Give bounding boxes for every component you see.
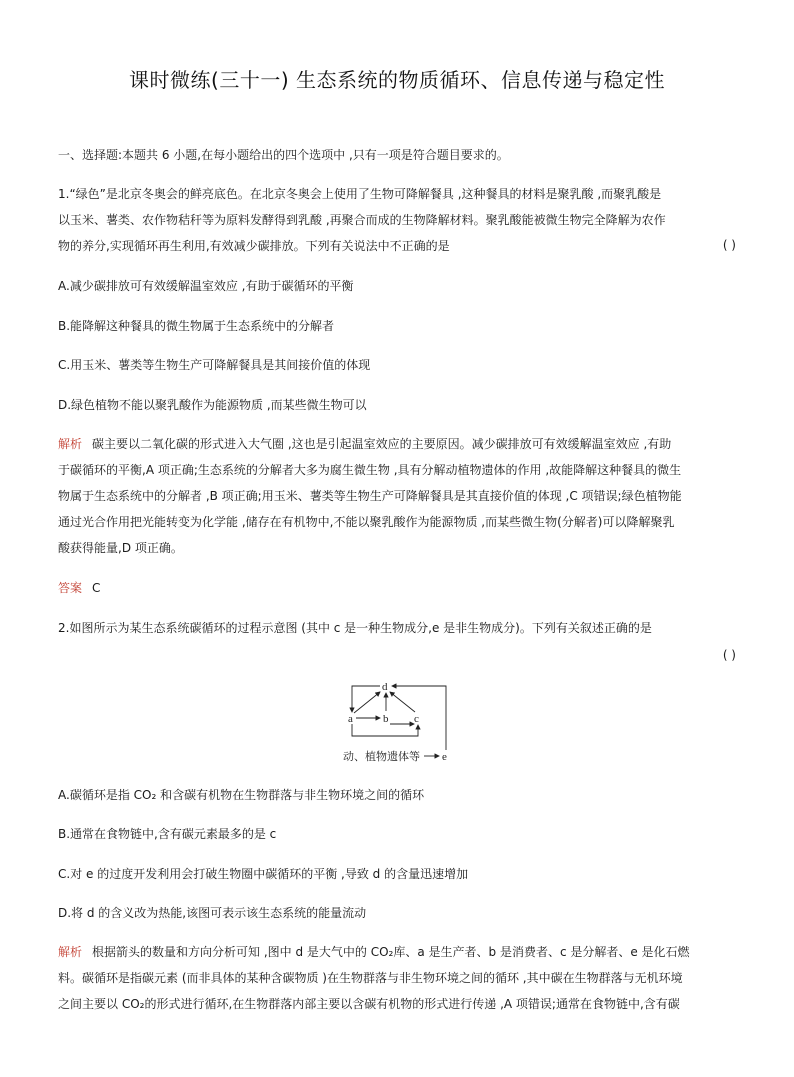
q1-analysis-line bbox=[58, 431, 738, 457]
q2-analysis-line: 之间主要以 CO₂的形式进行循环,在生物群落内部主要以含碳有机物的形式进行传递 ,A 项错误;通常在食物链中,含有碳 bbox=[58, 997, 680, 1011]
arrow-e-to-d bbox=[392, 686, 446, 750]
node-c: c bbox=[414, 713, 419, 725]
q1-option-d: D.绿色植物不能以聚乳酸作为能源物质 ,而某些微生物可以 bbox=[58, 398, 367, 412]
page-title: 课时微练(三十一) 生态系统的物质循环、信息传递与稳定性 bbox=[129, 68, 665, 92]
node-a: a bbox=[348, 713, 353, 725]
q2-option-d: D.将 d 的含义改为热能,该图可表示该生态系统的能量流动 bbox=[58, 906, 367, 920]
q1-answer-bracket: ( ) bbox=[722, 238, 736, 252]
q1-analysis bbox=[58, 431, 738, 561]
q1-answer-value: C bbox=[92, 581, 101, 595]
q2-stem: 2.如图所示为某生态系统碳循环的过程示意图 (其中 c 是一种生物成分,e 是非生物成分)。下列有关叙述正确的是 bbox=[58, 621, 652, 635]
q1-answer-label: 答案 bbox=[58, 581, 83, 595]
node-b: b bbox=[383, 713, 389, 725]
node-e: e bbox=[442, 751, 447, 763]
q2-analysis-line bbox=[58, 939, 738, 965]
arrow-a-to-c bbox=[352, 724, 418, 736]
q1-answer bbox=[58, 580, 100, 596]
q1-analysis-line: 物属于生态系统中的分解者 ,B 项正确;用玉米、薯类等生物生产可降解餐具是其直接价值的体现 ,C 项错误;绿色植物能 bbox=[58, 489, 682, 503]
q2-option-a: A.碳循环是指 CO₂ 和含碳有机物在生物群落与非生物环境之间的循环 bbox=[58, 788, 425, 802]
arrow-d-to-a bbox=[352, 686, 380, 712]
q1-stem-line: 物的养分,实现循环再生利用,有效减少碳排放。下列有关说法中不正确的是 bbox=[58, 239, 450, 253]
q1-option-a: A.减少碳排放可有效缓解温室效应 ,有助于碳循环的平衡 bbox=[58, 279, 354, 293]
arrow-c-to-d bbox=[390, 692, 415, 712]
diagram-caption: 动、植物遗体等 bbox=[343, 751, 420, 763]
q1-stem-line: 以玉米、薯类、农作物秸秆等为原料发酵得到乳酸 ,再聚合而成的生物降解材料。聚乳酸能被微生物完全降解为农作 bbox=[58, 213, 666, 227]
q2-answer-bracket: ( ) bbox=[722, 648, 736, 662]
carbon-cycle-diagram bbox=[338, 680, 468, 768]
q1-analysis-line: 通过光合作用把光能转变为化学能 ,储存在有机物中,不能以聚乳酸作为能源物质 ,而某些微生物(分解者)可以降解聚乳 bbox=[58, 515, 675, 529]
q1-analysis-line: 于碳循环的平衡,A 项正确;生态系统的分解者大多为腐生微生物 ,具有分解动植物遗体的作用 ,故能降解这种餐具的微生 bbox=[58, 463, 682, 477]
section-intro: 一、选择题:本题共 6 小题,在每小题给出的四个选项中 ,只有一项是符合题目要求的。 bbox=[58, 148, 509, 162]
q1-analysis-text: 碳主要以二氧化碳的形式进入大气圈 ,这也是引起温室效应的主要原因。减少碳排放可有效缓解温室效应 ,有助 bbox=[92, 437, 672, 451]
node-d: d bbox=[382, 681, 388, 693]
arrow-a-to-d bbox=[354, 692, 380, 713]
q2-analysis bbox=[58, 939, 738, 1017]
q1-analysis-line: 酸获得能量,D 项正确。 bbox=[58, 541, 183, 555]
q1-option-b: B.能降解这种餐具的微生物属于生态系统中的分解者 bbox=[58, 319, 335, 333]
q1-stem bbox=[58, 181, 738, 259]
q2-analysis-line: 料。碳循环是指碳元素 (而非具体的某种含碳物质 )在生物群落与非生物环境之间的循环 ,其中碳在生物群落与无机环境 bbox=[58, 971, 683, 985]
q1-option-c: C.用玉米、薯类等生物生产可降解餐具是其间接价值的体现 bbox=[58, 358, 371, 372]
q2-option-b: B.通常在食物链中,含有碳元素最多的是 c bbox=[58, 827, 277, 841]
q2-analysis-text: 根据箭头的数量和方向分析可知 ,图中 d 是大气中的 CO₂库、a 是生产者、b 是消费者、c 是分解者、e 是化石燃 bbox=[92, 945, 690, 959]
q2-analysis-label: 解析 bbox=[58, 945, 83, 959]
q1-stem-line: 1.“绿色”是北京冬奥会的鲜亮底色。在北京冬奥会上使用了生物可降解餐具 ,这种餐具的材料是聚乳酸 ,而聚乳酸是 bbox=[58, 187, 662, 201]
q2-option-c: C.对 e 的过度开发利用会打破生物圈中碳循环的平衡 ,导致 d 的含量迅速增加 bbox=[58, 867, 469, 881]
q1-analysis-label: 解析 bbox=[58, 437, 83, 451]
